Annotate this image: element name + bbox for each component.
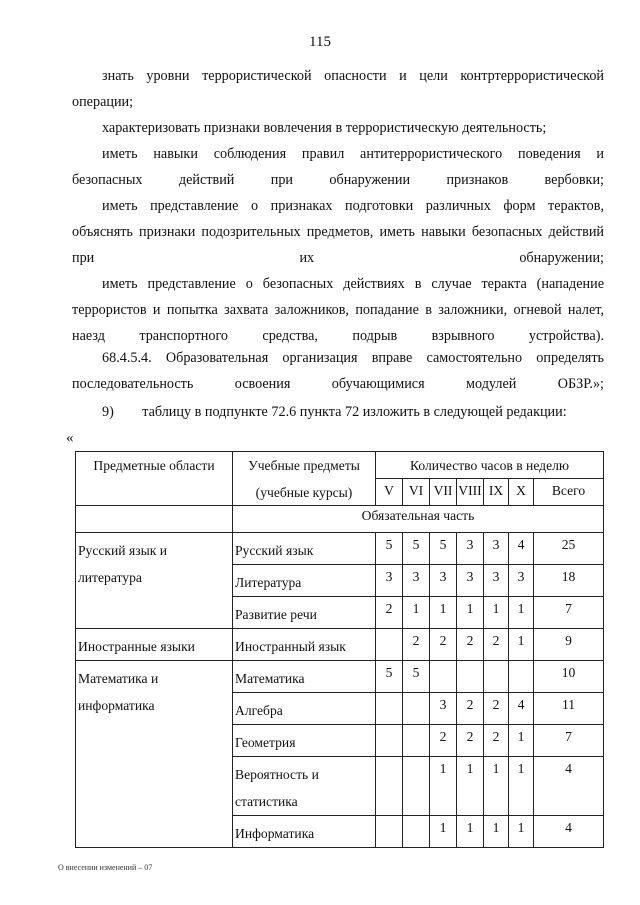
- hours-cell: 3: [457, 533, 484, 565]
- hours-cell: 3: [484, 533, 509, 565]
- footer-note: О внесении изменений – 07: [58, 863, 153, 872]
- hours-cell: 3: [430, 565, 457, 597]
- total-cell: 25: [534, 533, 604, 565]
- header-row-1: [76, 452, 604, 479]
- subject-area-text: информатика: [78, 698, 155, 713]
- header-hours: Количество часов в неделю: [376, 452, 604, 479]
- total-cell: 4: [534, 757, 604, 816]
- subject-cell: [233, 725, 376, 757]
- subject-cell: [233, 661, 376, 693]
- hours-cell: 2: [457, 629, 484, 661]
- subject-area-cell: [76, 533, 233, 629]
- subject-cell: [233, 565, 376, 597]
- hours-cell: 1: [509, 725, 534, 757]
- hours-cell: [509, 661, 534, 693]
- subject-area-text: Русский язык и: [78, 543, 168, 558]
- section-empty-cell: [76, 506, 233, 533]
- hours-cell: 5: [403, 533, 430, 565]
- hours-cell: 1: [457, 816, 484, 848]
- opening-quote: «: [66, 430, 74, 446]
- hours-cell: 3: [376, 565, 403, 597]
- hours-cell: 2: [457, 693, 484, 725]
- total-cell: 7: [534, 725, 604, 757]
- subject-area-cell: [76, 629, 233, 661]
- grade-header: V: [376, 479, 403, 506]
- hours-cell: 1: [509, 597, 534, 629]
- grade-header: X: [509, 479, 534, 506]
- grade-header: VII: [430, 479, 457, 506]
- subject-name: Развитие речи: [235, 607, 317, 622]
- hours-cell: 4: [509, 533, 534, 565]
- header-area: Предметные области: [76, 452, 233, 506]
- subject-area-cell: [76, 661, 233, 848]
- total-cell: 4: [534, 816, 604, 848]
- hours-cell: 1: [484, 757, 509, 816]
- hours-cell: 1: [430, 757, 457, 816]
- grade-header: VIII: [457, 479, 484, 506]
- header-subjects: Учебные предметы: [233, 452, 376, 479]
- subject-name: Иностранный язык: [235, 639, 346, 654]
- hours-cell: 1: [403, 597, 430, 629]
- subject-cell: [233, 816, 376, 848]
- total-header: Всего: [534, 479, 604, 506]
- hours-cell: 2: [484, 629, 509, 661]
- hours-cell: 2: [403, 629, 430, 661]
- paragraph-5: иметь представление о безопасных действиях в случае теракта (нападение террористов и попытка захвата заложников, попадание в заложники, огневой налет, наезд транспортного средства, подрыв взрывного устройства).: [72, 276, 604, 344]
- hours-cell: [376, 816, 403, 848]
- total-cell: 7: [534, 597, 604, 629]
- hours-cell: 2: [484, 725, 509, 757]
- subject-name: Геометрия: [235, 735, 296, 750]
- subject-cell: [233, 693, 376, 725]
- grade-header: IX: [484, 479, 509, 506]
- hours-cell: [403, 816, 430, 848]
- hours-cell: 5: [376, 661, 403, 693]
- hours-cell: [430, 661, 457, 693]
- paragraph-2: характеризовать признаки вовлечения в террористическую деятельность;: [102, 120, 547, 136]
- subject-cell: [233, 533, 376, 565]
- hours-cell: 1: [509, 757, 534, 816]
- hours-cell: [403, 693, 430, 725]
- paragraph-4: иметь представление о признаках подготовки различных форм терактов, объяснять признаки подозрительных предметов, иметь навыки безопасных действий при их обнаружении;: [72, 198, 604, 266]
- total-cell: 10: [534, 661, 604, 693]
- paragraph-6: 68.4.5.4. Образовательная организация вправе самостоятельно определять последовательность освоения обучающимися модулей ОБЗР.»;: [72, 350, 604, 392]
- hours-cell: 2: [484, 693, 509, 725]
- subject-name: статистика: [235, 794, 298, 809]
- hours-cell: 1: [509, 816, 534, 848]
- hours-cell: 3: [484, 565, 509, 597]
- paragraph-1: знать уровни террористической опасности и цели контртеррористической операции;: [72, 68, 604, 110]
- hours-cell: 3: [430, 693, 457, 725]
- hours-cell: 5: [430, 533, 457, 565]
- subject-name: Алгебра: [235, 703, 283, 718]
- hours-cell: 1: [430, 816, 457, 848]
- hours-cell: [376, 629, 403, 661]
- hours-cell: 3: [457, 565, 484, 597]
- subject-cell: [233, 757, 376, 816]
- subject-cell: [233, 597, 376, 629]
- paragraph-7: 9) таблицу в подпункте 72.6 пункта 72 изложить в следующей редакции:: [102, 404, 567, 420]
- subject-name: Вероятность и: [235, 767, 319, 782]
- hours-cell: 3: [509, 565, 534, 597]
- hours-cell: 1: [484, 597, 509, 629]
- hours-cell: 1: [484, 816, 509, 848]
- total-cell: 11: [534, 693, 604, 725]
- hours-cell: 5: [403, 661, 430, 693]
- hours-cell: [403, 757, 430, 816]
- hours-cell: 4: [509, 693, 534, 725]
- hours-cell: [457, 661, 484, 693]
- hours-cell: [376, 757, 403, 816]
- hours-cell: [484, 661, 509, 693]
- subject-area-text: Математика и: [78, 671, 159, 686]
- hours-cell: 1: [457, 597, 484, 629]
- subject-area-text: Иностранные языки: [78, 639, 195, 654]
- grade-header: VI: [403, 479, 430, 506]
- section-title: Обязательная часть: [233, 506, 604, 533]
- paragraph-3: иметь навыки соблюдения правил антитеррористического поведения и безопасных действий при обнаружении признаков вербовки;: [72, 146, 604, 188]
- hours-table: [75, 451, 604, 848]
- subject-name: Русский язык: [235, 543, 314, 558]
- hours-cell: 3: [403, 565, 430, 597]
- table-row: [76, 629, 604, 661]
- table-row: [76, 661, 604, 693]
- subject-area-text: литература: [78, 570, 142, 585]
- hours-cell: 1: [457, 757, 484, 816]
- subject-cell: [233, 629, 376, 661]
- subject-name: Информатика: [235, 826, 315, 841]
- subject-name: Математика: [235, 671, 305, 686]
- hours-cell: 2: [376, 597, 403, 629]
- hours-cell: [376, 725, 403, 757]
- hours-cell: 2: [430, 629, 457, 661]
- page-number: 115: [309, 34, 331, 50]
- hours-cell: 2: [430, 725, 457, 757]
- header-subjects-courses: (учебные курсы): [233, 479, 376, 506]
- total-cell: 18: [534, 565, 604, 597]
- hours-cell: 2: [457, 725, 484, 757]
- hours-cell: 1: [509, 629, 534, 661]
- hours-cell: 1: [430, 597, 457, 629]
- table-body: [76, 452, 604, 848]
- section-row: [76, 506, 604, 533]
- table-row: [76, 533, 604, 565]
- hours-cell: [376, 693, 403, 725]
- subject-name: Литература: [235, 575, 302, 590]
- hours-cell: [403, 725, 430, 757]
- total-cell: 9: [534, 629, 604, 661]
- hours-cell: 5: [376, 533, 403, 565]
